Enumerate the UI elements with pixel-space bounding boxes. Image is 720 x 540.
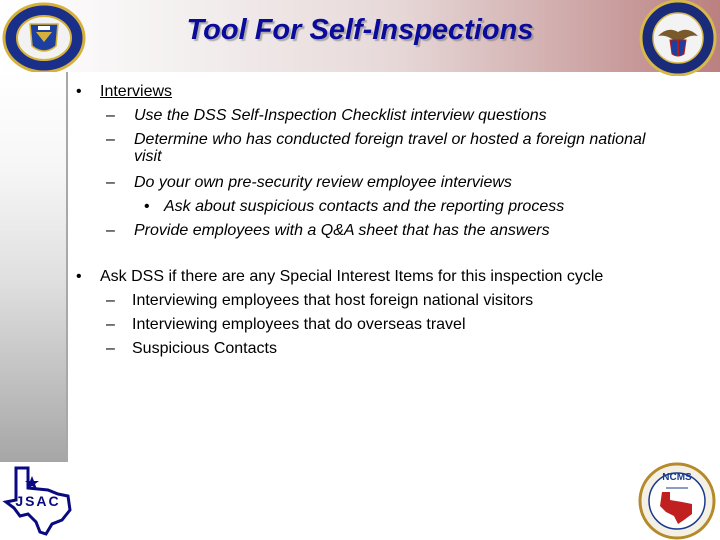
dss-seal-icon [2, 2, 86, 74]
dash-marker: – [106, 222, 115, 239]
dod-seal-icon [636, 0, 720, 76]
bullet-marker: • [144, 198, 150, 215]
bullet-text: Interviews [100, 83, 173, 100]
sub-item-text: Provide employees with a Q&A sheet that has the answers [134, 222, 550, 239]
page-title: Tool For Self-Inspections [186, 14, 534, 46]
sub-item-continuation [76, 149, 716, 165]
bullet-text: Ask DSS if there are any Special Interest Items for this inspection cycle [100, 268, 604, 285]
dash-marker: – [106, 174, 115, 191]
sub-item [76, 313, 716, 337]
jsac-texas-logo [2, 462, 74, 538]
sub-item-text: Do your own pre-security review employee interviews [134, 174, 512, 191]
sub-item-text: Interviewing employees that do overseas travel [132, 316, 466, 333]
sub-item [76, 104, 716, 128]
sub-sub-item [76, 195, 716, 219]
left-sidebar-band [0, 72, 66, 462]
sub-item [76, 219, 716, 243]
sub-item [76, 289, 716, 313]
spacer [76, 243, 716, 265]
bullet-item [76, 265, 716, 289]
bullet-marker: • [76, 268, 82, 285]
sub-item-text: Interviewing employees that host foreign national visitors [132, 292, 534, 309]
dash-marker: – [106, 131, 115, 148]
sub-sub-item-text: Ask about suspicious contacts and the reporting process [164, 198, 565, 215]
sub-item-text: Suspicious Contacts [132, 340, 277, 357]
sub-item-continuation-text: visit [134, 148, 162, 165]
dash-marker: – [106, 107, 115, 124]
ncms-logo [636, 462, 718, 540]
sub-item-text: Determine who has conducted foreign travel or hosted a foreign national [134, 131, 646, 148]
dash-marker: – [106, 340, 115, 357]
ncms-logo-text: NCMS [662, 472, 692, 483]
sub-item [76, 171, 716, 195]
sidebar-divider [66, 72, 68, 462]
bullet-marker: • [76, 83, 82, 100]
slide-body [76, 80, 716, 361]
sub-item [76, 337, 716, 361]
dash-marker: – [106, 292, 115, 309]
sub-item-text: Use the DSS Self-Inspection Checklist interview questions [134, 107, 547, 124]
bullet-item [76, 80, 716, 104]
jsac-logo-text: JSAC [15, 493, 61, 509]
dash-marker: – [106, 316, 115, 333]
